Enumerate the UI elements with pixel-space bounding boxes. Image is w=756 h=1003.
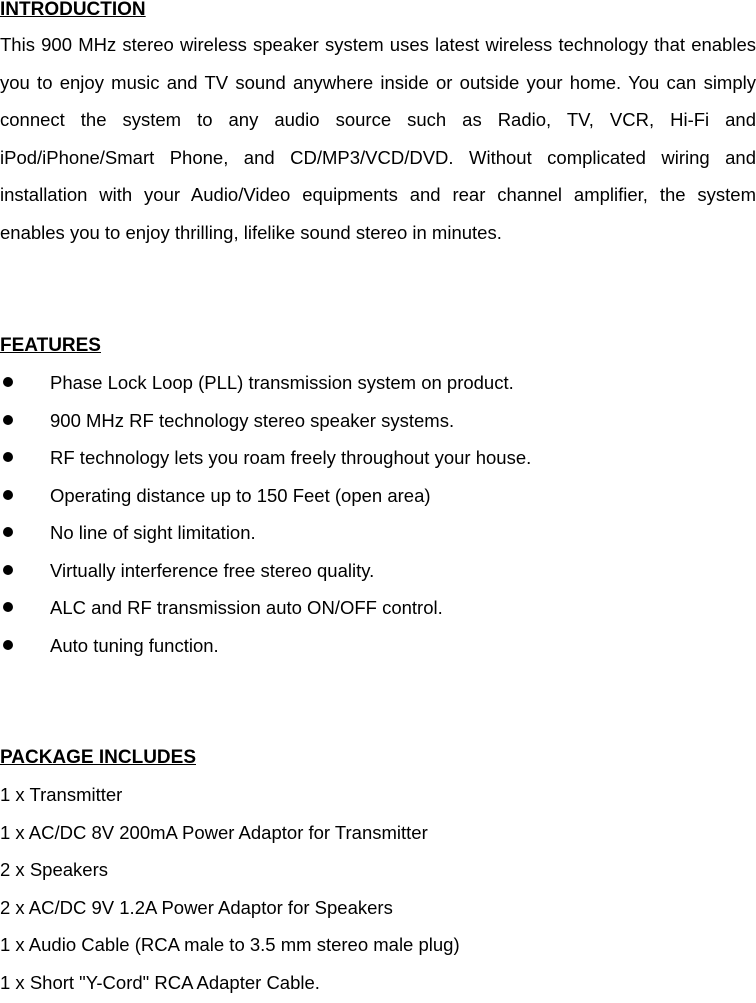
package-item: 1 x Short "Y-Cord" RCA Adapter Cable.: [0, 966, 460, 1003]
feature-text: Operating distance up to 150 Feet (open area): [50, 479, 431, 512]
features-heading: FEATURES: [0, 336, 101, 356]
feature-text: Virtually interference free stereo quality.: [50, 554, 374, 587]
bullet-icon: [3, 415, 13, 425]
feature-text: RF technology lets you roam freely throughout your house.: [50, 441, 531, 474]
package-item: 1 x Audio Cable (RCA male to 3.5 mm stereo male plug): [0, 928, 460, 966]
feature-text: ALC and RF transmission auto ON/OFF control.: [50, 591, 443, 624]
bullet-icon: [3, 490, 13, 500]
package-item: 1 x Transmitter: [0, 778, 460, 816]
feature-text: Phase Lock Loop (PLL) transmission system on product.: [50, 366, 514, 399]
package-item: 2 x Speakers: [0, 853, 460, 891]
bullet-icon: [3, 377, 13, 387]
bullet-icon: [3, 640, 13, 650]
package-item: 1 x AC/DC 8V 200mA Power Adaptor for Transmitter: [0, 816, 460, 854]
bullet-icon: [3, 602, 13, 612]
feature-text: 900 MHz RF technology stereo speaker systems.: [50, 404, 454, 437]
bullet-icon: [3, 452, 13, 462]
package-list: [0, 778, 460, 1003]
package-heading: PACKAGE INCLUDES: [0, 748, 196, 768]
bullet-icon: [3, 565, 13, 575]
feature-text: No line of sight limitation.: [50, 516, 256, 549]
feature-text: Auto tuning function.: [50, 629, 219, 662]
introduction-heading: INTRODUCTION: [0, 0, 146, 20]
bullet-icon: [3, 527, 13, 537]
introduction-paragraph: This 900 MHz stereo wireless speaker system uses latest wireless technology that enables you to enjoy music and TV sound anywhere inside or outside your home. You can simply connect the system to any audio source such as Radio, TV, VCR, Hi-Fi and iPod/iPhone/Smart Phone, and CD/MP3/VCD/DVD. Without complicated wiring and installation with your Audio/Video equipments and rear channel amplifier, the system enables you to enjoy thrilling, lifelike sound stereo in minutes.: [0, 26, 756, 252]
package-item: 2 x AC/DC 9V 1.2A Power Adaptor for Speakers: [0, 891, 460, 929]
